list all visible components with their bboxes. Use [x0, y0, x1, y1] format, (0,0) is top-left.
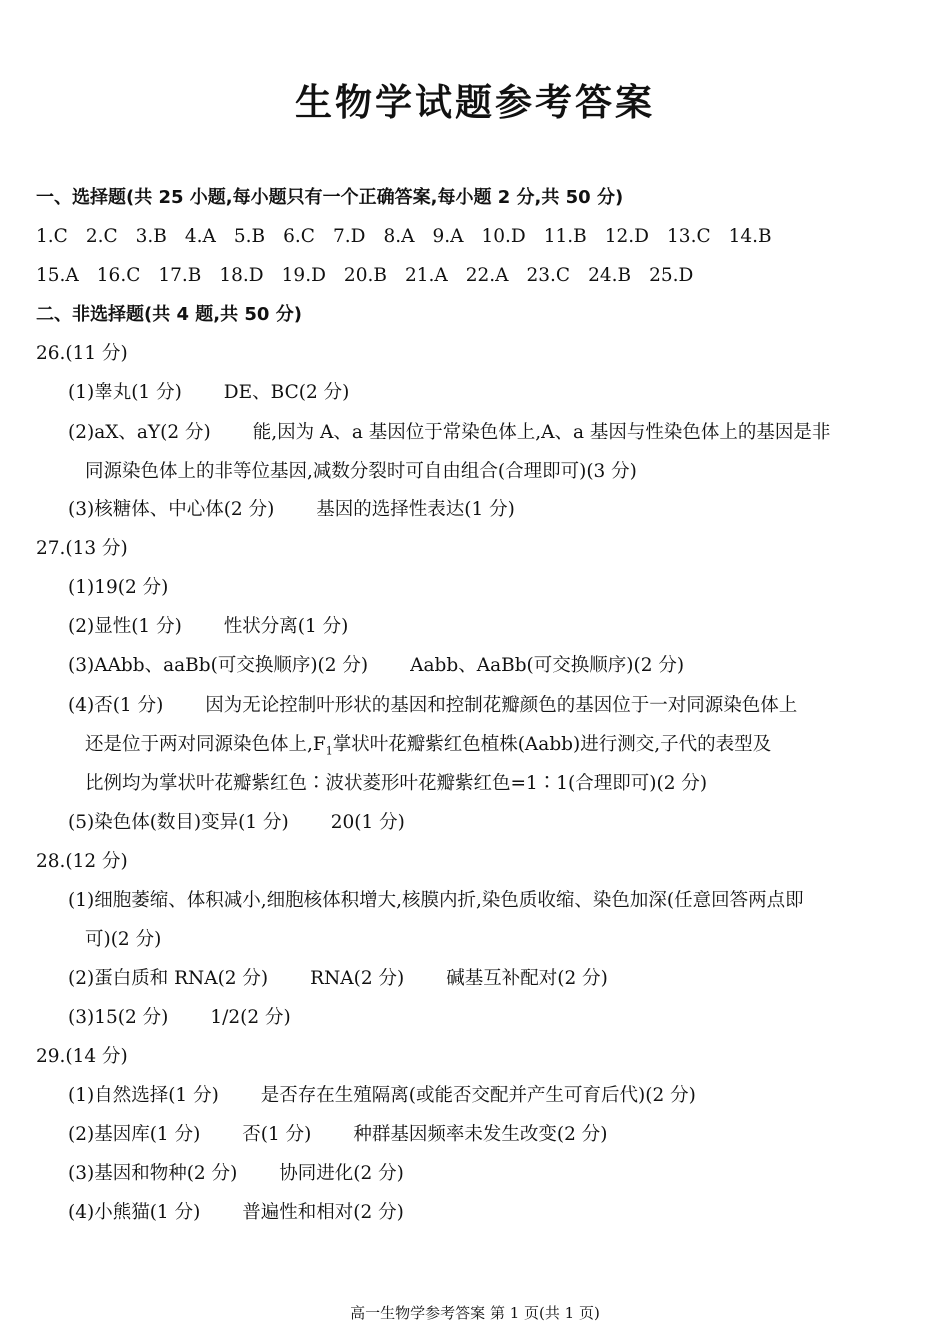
answer-item: 3.B [135, 226, 167, 247]
section2-heading: 二、非选择题(共 4 题,共 50 分) [36, 304, 302, 325]
q29-p4b: 普遍性和相对(2 分) [242, 1202, 404, 1223]
q28-part1-cont: 可)(2 分) [85, 929, 162, 950]
q28-part3 [68, 1006, 291, 1030]
q26-p3b: 基因的选择性表达(1 分) [316, 499, 515, 520]
q29-p3b: 协同进化(2 分) [279, 1163, 404, 1184]
q28-part1: (1)细胞萎缩、体积减小,细胞核体积增大,核膜内折,染色质收缩、染色加深(任意回答两点即 [68, 890, 804, 911]
q28-p2b: RNA(2 分) [310, 968, 405, 989]
q27-p4a: (4)否(1 分) [68, 695, 164, 716]
q28-p3a: (3)15(2 分) [68, 1007, 169, 1028]
answer-item: 16.C [96, 265, 141, 286]
q27-heading: 27.(13 分) [36, 538, 128, 559]
answer-item: 1.C [36, 226, 68, 247]
q27-part3 [68, 654, 684, 678]
answers-row-2 [36, 264, 711, 288]
q27-part2 [68, 615, 348, 639]
answer-item: 20.B [343, 265, 387, 286]
q29-p2b: 否(1 分) [242, 1124, 312, 1145]
answer-item: 15.A [36, 265, 79, 286]
q27-p5b: 20(1 分) [330, 812, 405, 833]
q29-part3 [68, 1162, 404, 1186]
section1-heading: 一、选择题(共 25 小题,每小题只有一个正确答案,每小题 2 分,共 50 分) [36, 187, 624, 208]
answer-item: 22.A [465, 265, 509, 286]
answer-item: 8.A [383, 226, 415, 247]
answer-item: 10.D [481, 226, 526, 247]
q26-p1a: (1)睾丸(1 分) [68, 382, 182, 403]
answer-item: 9.A [432, 226, 464, 247]
answer-item: 11.B [543, 226, 587, 247]
answer-item: 24.B [588, 265, 632, 286]
q28-part2 [68, 967, 608, 991]
answer-item: 2.C [85, 226, 118, 247]
q28-p2c: 碱基互补配对(2 分) [446, 968, 608, 989]
q29-heading: 29.(14 分) [36, 1046, 128, 1067]
q29-p2c: 种群基因频率未发生改变(2 分) [353, 1124, 608, 1145]
q27-part5 [68, 811, 405, 835]
answer-item: 5.B [233, 226, 266, 247]
q26-heading: 26.(11 分) [36, 343, 128, 364]
q26-p2b: 能,因为 A、a 基因位于常染色体上,A、a 基因与性染色体上的基因是非 [252, 422, 831, 443]
answer-item: 21.A [404, 265, 448, 286]
q29-p1b: 是否存在生殖隔离(或能否交配并产生可育后代)(2 分) [260, 1085, 696, 1106]
q27-p4c-sub: 1 [325, 744, 333, 758]
answers-row-1 [36, 225, 790, 249]
page-title: 生物学试题参考答案 [295, 81, 655, 124]
answer-item: 7.D [332, 226, 366, 247]
q27-part4-cont1 [85, 733, 771, 764]
page-footer: 高一生物学参考答案 第 1 页(共 1 页) [350, 1304, 600, 1322]
q27-part4 [68, 694, 797, 718]
q27-p5a: (5)染色体(数目)变异(1 分) [68, 812, 289, 833]
q26-part2-cont: 同源染色体上的非等位基因,减数分裂时可自由组合(合理即可)(3 分) [85, 461, 637, 482]
q27-p3a: (3)AAbb、aaBb(可交换顺序)(2 分) [68, 655, 369, 676]
answer-item: 23.C [526, 265, 571, 286]
q27-p4c-pre: 还是位于两对同源染色体上,F [85, 734, 326, 755]
answer-item: 13.C [667, 226, 711, 247]
q26-part3 [68, 498, 515, 522]
q28-p2a: (2)蛋白质和 RNA(2 分) [68, 968, 269, 989]
q27-part4-cont2: 比例均为掌状叶花瓣紫红色∶波状菱形叶花瓣紫红色=1∶1(合理即可)(2 分) [85, 773, 708, 794]
q27-p4c-post: 掌状叶花瓣紫红色植株(Aabb)进行测交,子代的表型及 [332, 734, 772, 755]
q26-p2a: (2)aX、aY(2 分) [68, 422, 211, 443]
q27-p2b: 性状分离(1 分) [223, 616, 349, 637]
answer-item: 14.B [728, 226, 772, 247]
q29-part4 [68, 1201, 404, 1225]
q29-part1 [68, 1084, 696, 1108]
answer-item: 4.A [184, 226, 216, 247]
answer-item: 25.D [649, 265, 694, 286]
q28-heading: 28.(12 分) [36, 851, 128, 872]
answer-item: 12.D [604, 226, 650, 247]
q27-part1: (1)19(2 分) [68, 577, 169, 598]
q29-p2a: (2)基因库(1 分) [68, 1124, 201, 1145]
q27-p4b: 因为无论控制叶形状的基因和控制花瓣颜色的基因位于一对同源染色体上 [205, 695, 798, 716]
q29-p1a: (1)自然选择(1 分) [68, 1085, 219, 1106]
q27-p2a: (2)显性(1 分) [68, 616, 182, 637]
q26-p1b: DE、BC(2 分) [223, 382, 350, 403]
q29-p3a: (3)基因和物种(2 分) [68, 1163, 238, 1184]
answer-item: 6.C [283, 226, 315, 247]
q28-p3b: 1/2(2 分) [210, 1007, 291, 1028]
q26-part2 [68, 421, 830, 445]
answer-item: 17.B [158, 265, 202, 286]
q26-part1 [68, 381, 349, 405]
q26-p3a: (3)核糖体、中心体(2 分) [68, 499, 275, 520]
q29-p4a: (4)小熊猫(1 分) [68, 1202, 201, 1223]
q29-part2 [68, 1123, 607, 1147]
answer-item: 18.D [219, 265, 264, 286]
q27-p3b: Aabb、AaBb(可交换顺序)(2 分) [410, 655, 685, 676]
answer-item: 19.D [281, 265, 326, 286]
